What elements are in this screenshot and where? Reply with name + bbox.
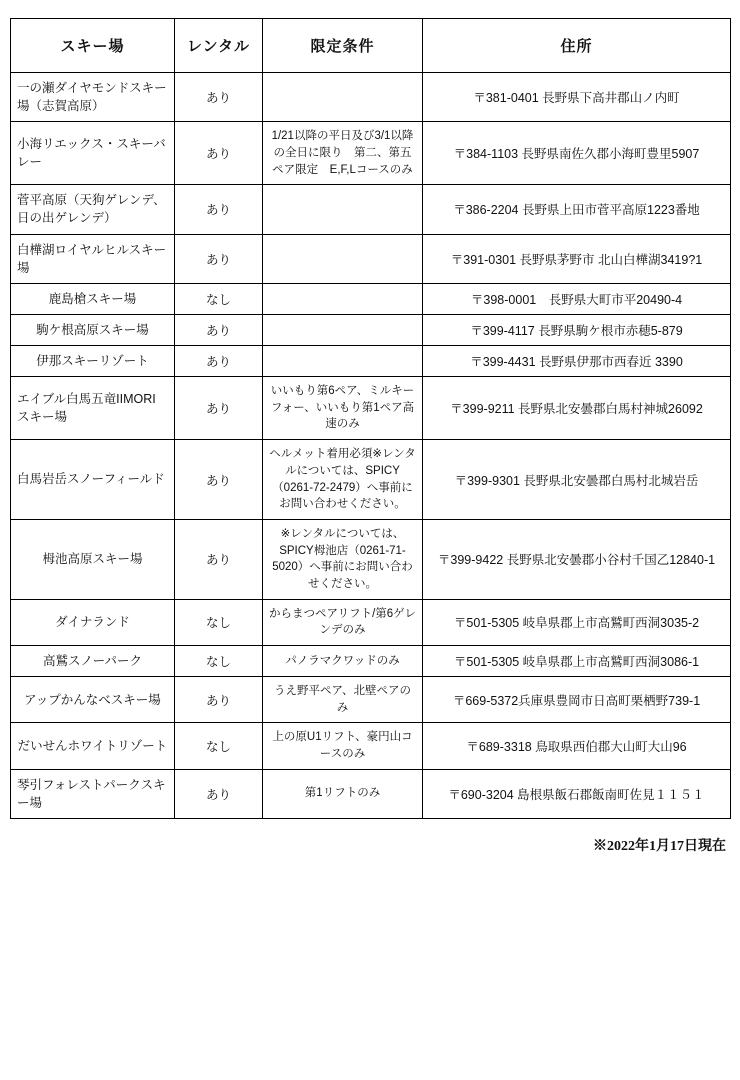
table-row: [11, 234, 731, 283]
cell-condition: パノラマクワッドのみ: [263, 645, 423, 676]
cell-resort-name: 白樺湖ロイヤルヒルスキー場: [11, 234, 175, 283]
cell-resort-name: 小海リエックス・スキーバレー: [11, 122, 175, 185]
column-header-resort-name: スキー場: [11, 19, 175, 73]
cell-rental: なし: [175, 599, 263, 645]
cell-condition: 上の原U1リフト、豪円山コースのみ: [263, 723, 423, 769]
cell-resort-name: 鹿島槍スキー場: [11, 283, 175, 314]
cell-resort-name: 白馬岩岳スノーフィールド: [11, 440, 175, 520]
cell-rental: あり: [175, 122, 263, 185]
table-row: [11, 769, 731, 818]
cell-condition: ※レンタルについては、SPICY栂池店（0261-71-5020）へ事前にお問い合わせください。: [263, 519, 423, 599]
table-row: [11, 723, 731, 769]
table-row: [11, 440, 731, 520]
column-header-rental: レンタル: [175, 19, 263, 73]
cell-rental: あり: [175, 769, 263, 818]
cell-condition: [263, 283, 423, 314]
cell-resort-name: 栂池高原スキー場: [11, 519, 175, 599]
cell-resort-name: アップかんなべスキー場: [11, 677, 175, 723]
cell-resort-name: 駒ケ根高原スキー場: [11, 314, 175, 345]
cell-rental: なし: [175, 723, 263, 769]
cell-condition: [263, 73, 423, 122]
cell-rental: なし: [175, 283, 263, 314]
table-row: [11, 122, 731, 185]
column-header-condition: 限定条件: [263, 19, 423, 73]
cell-condition: [263, 185, 423, 234]
cell-condition: うえ野平ペア、北壁ペアのみ: [263, 677, 423, 723]
cell-resort-name: 伊那スキーリゾート: [11, 346, 175, 377]
cell-address: 〒399-9422 長野県北安曇郡小谷村千国乙12840-1: [423, 519, 731, 599]
table-row: [11, 283, 731, 314]
cell-address: 〒399-4431 長野県伊那市西春近 3390: [423, 346, 731, 377]
cell-address: 〒386-2204 長野県上田市菅平高原1223番地: [423, 185, 731, 234]
cell-resort-name: だいせんホワイトリゾート: [11, 723, 175, 769]
cell-rental: あり: [175, 314, 263, 345]
cell-condition: ヘルメット着用必須※レンタルについては、SPICY（0261-72-2479）へ事前にお問い合わせください。: [263, 440, 423, 520]
cell-rental: あり: [175, 346, 263, 377]
cell-condition: からまつペアリフト/第6ゲレンデのみ: [263, 599, 423, 645]
cell-resort-name: エイブル白馬五竜IIMORIスキー場: [11, 377, 175, 440]
table-header: [11, 19, 731, 73]
cell-condition: [263, 346, 423, 377]
footnote-date: ※2022年1月17日現在: [593, 838, 726, 854]
cell-rental: あり: [175, 440, 263, 520]
table-row: [11, 519, 731, 599]
cell-resort-name: 菅平高原（天狗ゲレンデ、日の出ゲレンデ）: [11, 185, 175, 234]
column-header-address: 住所: [423, 19, 731, 73]
table-row: [11, 185, 731, 234]
cell-address: 〒669-5372兵庫県豊岡市日高町栗栖野739-1: [423, 677, 731, 723]
cell-condition: いいもり第6ペア、ミルキーフォー、いいもり第1ペア高速のみ: [263, 377, 423, 440]
cell-rental: あり: [175, 185, 263, 234]
table-row: [11, 377, 731, 440]
cell-resort-name: 琴引フォレストパークスキー場: [11, 769, 175, 818]
cell-address: 〒501-5305 岐阜県郡上市高鷲町西洞3086-1: [423, 645, 731, 676]
table-row: [11, 599, 731, 645]
cell-resort-name: ダイナランド: [11, 599, 175, 645]
cell-address: 〒501-5305 岐阜県郡上市高鷲町西洞3035-2: [423, 599, 731, 645]
cell-condition: [263, 234, 423, 283]
cell-condition: 1/21以降の平日及び3/1以降の全日に限り 第二、第五ペア限定 E,F,Lコースのみ: [263, 122, 423, 185]
cell-address: 〒399-9211 長野県北安曇郡白馬村神城26092: [423, 377, 731, 440]
ski-resort-table: [10, 18, 731, 819]
cell-condition: [263, 314, 423, 345]
cell-rental: あり: [175, 519, 263, 599]
cell-rental: あり: [175, 377, 263, 440]
table-header-row: [11, 19, 731, 73]
cell-address: 〒690-3204 島根県飯石郡飯南町佐見１１５１: [423, 769, 731, 818]
cell-resort-name: 高鷲スノーパーク: [11, 645, 175, 676]
cell-address: 〒398-0001 長野県大町市平20490-4: [423, 283, 731, 314]
cell-address: 〒391-0301 長野県茅野市 北山白樺湖3419?1: [423, 234, 731, 283]
cell-address: 〒399-9301 長野県北安曇郡白馬村北城岩岳: [423, 440, 731, 520]
table-row: [11, 677, 731, 723]
table-row: [11, 645, 731, 676]
cell-condition: 第1リフトのみ: [263, 769, 423, 818]
table-row: [11, 314, 731, 345]
table-row: [11, 73, 731, 122]
cell-rental: なし: [175, 645, 263, 676]
cell-address: 〒384-1103 長野県南佐久郡小海町豊里5907: [423, 122, 731, 185]
cell-rental: あり: [175, 73, 263, 122]
table-row: [11, 346, 731, 377]
cell-rental: あり: [175, 677, 263, 723]
cell-address: 〒381-0401 長野県下高井郡山ノ内町: [423, 73, 731, 122]
cell-resort-name: 一の瀬ダイヤモンドスキー場（志賀高原）: [11, 73, 175, 122]
cell-rental: あり: [175, 234, 263, 283]
cell-address: 〒689-3318 鳥取県西伯郡大山町大山96: [423, 723, 731, 769]
table-body: [11, 73, 731, 819]
cell-address: 〒399-4117 長野県駒ケ根市赤穂5-879: [423, 314, 731, 345]
